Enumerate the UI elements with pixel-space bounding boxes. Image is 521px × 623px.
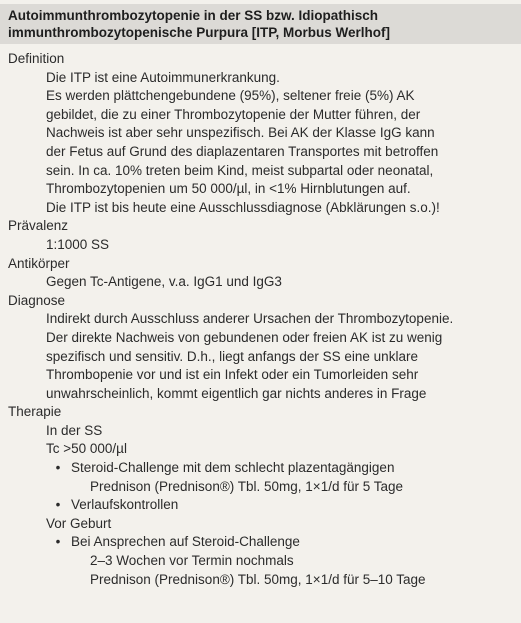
antikoerper-label: Antikörper <box>8 255 70 271</box>
bullet-continuation: Prednison (Prednison®) Tbl. 50mg, 1×1/d für 5–10 Tage <box>90 571 426 587</box>
definition-line: sein. In ca. 10% treten beim Kind, meist subpartal oder neonatal, <box>46 162 434 178</box>
diagnose-line: Der direkte Nachweis von gebundenen oder freien AK ist zu wenig <box>46 329 443 345</box>
title-line-2: immunthrombozytopenische Purpura [ITP, Morbus Werlhof] <box>8 25 391 40</box>
antikoerper-line: Gegen Tc-Antigene, v.a. IgG1 und IgG3 <box>46 274 282 290</box>
therapie-label: Therapie <box>8 404 62 420</box>
diagnose-line: unwahrscheinlich, kommt eigentlich gar nichts anderes in Frage <box>46 385 427 401</box>
bullet-item <box>0 533 521 552</box>
section-title <box>0 4 521 44</box>
bullet-item <box>0 496 521 515</box>
definition-line: Nachweis ist aber sehr unspezifisch. Bei AK der Klasse IgG kann <box>46 125 435 141</box>
bullet-text: Bei Ansprechen auf Steroid-Challenge <box>71 534 300 550</box>
bullet-text: Steroid-Challenge mit dem schlecht plazentagängigen <box>71 460 395 476</box>
diagnose-line: spezifisch und sensitiv. D.h., liegt anfangs der SS eine unklare <box>46 348 418 364</box>
definition-label: Definition <box>8 51 65 66</box>
bullet-dot: • <box>55 534 61 550</box>
bullet-dot: • <box>55 460 61 476</box>
definition-line: Es werden plättchengebundene (95%), seltener freie (5%) AK <box>46 88 415 104</box>
bullet-continuation: 2–3 Wochen vor Termin nochmals <box>90 553 294 569</box>
bullet-text: Verlaufskontrollen <box>71 497 179 513</box>
bullet-item <box>0 459 521 478</box>
bullet-continuation: Prednison (Prednison®) Tbl. 50mg, 1×1/d für 5 Tage <box>90 478 404 494</box>
definition-line: Die ITP ist eine Autoimmunerkrankung. <box>46 69 280 85</box>
definition-line: gebildet, die zu einer Thrombozytopenie der Mutter führen, der <box>46 106 421 122</box>
diagnose-line: Thrombopenie vor und ist ein Infekt oder ein Tumorleiden sehr <box>46 367 419 383</box>
praevalenz-value: 1:1000 SS <box>46 236 110 252</box>
therapie-in-der-ss: In der SS <box>46 422 103 438</box>
praevalenz-label: Prävalenz <box>8 218 69 234</box>
diagnose-line: Indirekt durch Ausschluss anderer Ursachen der Thrombozytopenie. <box>46 311 454 327</box>
title-line-1: Autoimmunthrombozytopenie in der SS bzw. Idiopathisch <box>8 8 379 23</box>
therapie-tc-threshold: Tc >50 000/µl <box>46 441 127 457</box>
definition-line: der Fetus auf Grund des diaplazentaren Transportes mit betroffen <box>46 143 439 159</box>
therapie-vor-geburt: Vor Geburt <box>46 515 112 531</box>
definition-line: Thrombozytopenien um 50 000/µl, in <1% Hirnblutungen auf. <box>46 181 411 197</box>
bullet-dot: • <box>55 497 61 513</box>
definition-line: Die ITP ist bis heute eine Ausschlussdiagnose (Abklärungen s.o.)! <box>46 199 440 215</box>
diagnose-label: Diagnose <box>8 292 66 308</box>
